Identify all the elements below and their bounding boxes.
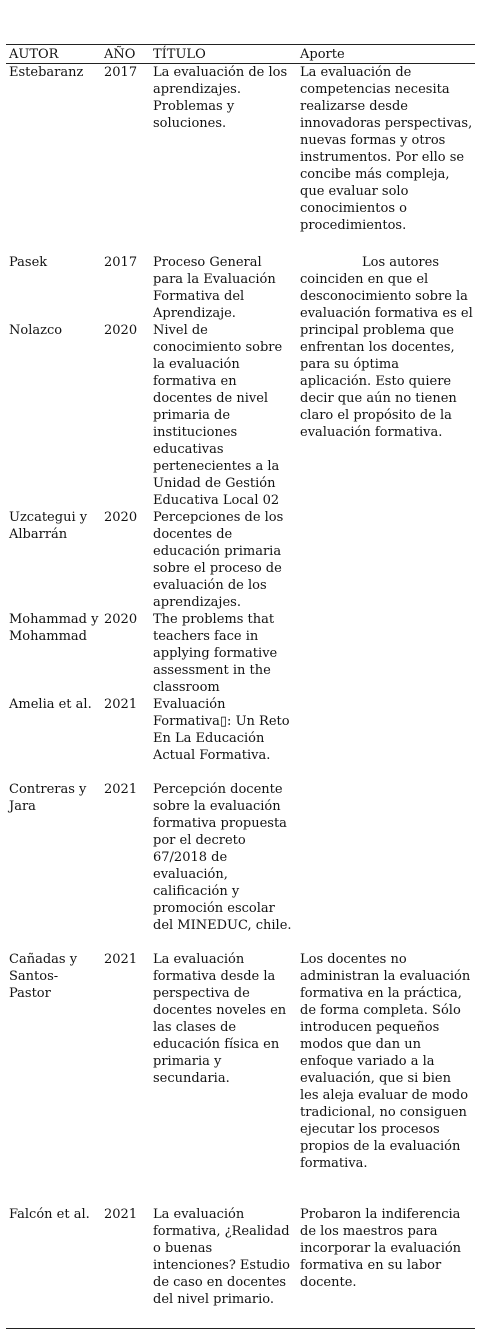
- header-aporte: Aporte: [297, 45, 475, 64]
- cell-author: Uzcategui y Albarrán: [9, 509, 88, 542]
- cell-aporte: [297, 509, 475, 611]
- cell-aporte: [297, 611, 475, 696]
- cell-title: The problems that teachers face in applying formative assessment in the classroom: [153, 611, 278, 695]
- header-row: [6, 45, 475, 64]
- cell-title: Evaluación Formativa▯: Un Reto En La Educación Actual Formativa.: [153, 696, 290, 763]
- cell-author: Amelia et al.: [9, 696, 92, 712]
- cell-aporte: Probaron la indiferencia de los maestros para incorporar la evaluación formativa en su labor docente.: [297, 1206, 475, 1329]
- cell-aporte: [297, 781, 475, 951]
- cell-author: Nolazco: [9, 322, 63, 338]
- table-row: [6, 781, 475, 951]
- cell-aporte: La evaluación de competencias necesita realizarse desde innovadoras perspectivas, nuevas formas y otros instrumentos. Por ello se concibe más compleja, que evaluar solo conocimientos o procedimientos.: [300, 65, 473, 233]
- cell-title: La evaluación formativa, ¿Realidad o buenas intenciones? Estudio de caso en docentes del nivel primario.: [150, 1206, 297, 1329]
- cell-aporte: [297, 254, 475, 509]
- cell-title: Nivel de conocimiento sobre la evaluación formativa en docentes de nivel primaria de instituciones educativas pertenecientes a la Unidad de Gestión Educativa Local 02: [153, 322, 283, 508]
- cell-title: Percepciones de los docentes de educación primaria sobre el proceso de evaluación de los aprendizajes.: [153, 509, 284, 610]
- cell-author: Estebaranz: [9, 65, 84, 80]
- cell-year: 2021: [104, 696, 138, 712]
- aporte-text: Los autores coinciden en que el desconocimiento sobre la evaluación formativa es el principal problema que enfrentan los docentes, para su óptima aplicación. Esto quiere decir que aún no tienen claro el propósito de la evaluación formativa.: [300, 254, 473, 440]
- table-row: [6, 1206, 475, 1329]
- cell-title: Percepción docente sobre la evaluación formativa propuesta por el decreto 67/2018 de evaluación, calificación y promoción escolar del MINEDUC, chile.: [153, 781, 292, 933]
- cell-title: La evaluación de los aprendizajes. Problemas y soluciones.: [153, 65, 288, 131]
- table-header: [6, 45, 475, 64]
- cell-year: 2021: [104, 781, 138, 797]
- cell-year: 2017: [104, 254, 138, 270]
- table-body: [6, 64, 475, 1329]
- cell-title: Proceso General para la Evaluación Formativa del Aprendizaje.: [153, 254, 276, 321]
- cell-author: Mohammad y Mohammad: [9, 611, 99, 644]
- literature-review-table: [6, 44, 475, 1329]
- cell-year: 2020: [104, 611, 138, 627]
- cell-author: Contreras y Jara: [9, 781, 87, 814]
- cell-aporte: [297, 696, 475, 781]
- cell-aporte: Los docentes no administran la evaluación formativa en la práctica, de forma completa. Sólo introducen pequeños modos que dan un enfoque variado a la evaluación, que si bien les aleja evaluar de modo tradicional, no consiguen ejecutar los procesos propios de la evaluación formativa.: [300, 951, 471, 1171]
- table-row: [6, 696, 475, 781]
- table-row: [6, 509, 475, 611]
- cell-year: 2021: [101, 1206, 150, 1329]
- header-year: AÑO: [101, 45, 150, 64]
- cell-year: 2020: [104, 509, 138, 525]
- header-title: TÍTULO: [150, 45, 297, 64]
- cell-title: La evaluación formativa desde la perspectiva de docentes noveles en las clases de educación física en primaria y secundaria.: [153, 951, 287, 1086]
- table-row: [6, 611, 475, 696]
- header-author: AUTOR: [6, 45, 101, 64]
- cell-year: 2021: [104, 951, 138, 967]
- cell-author: Cañadas y Santos-Pastor: [9, 951, 78, 1001]
- table-row: [6, 64, 475, 254]
- cell-author: Falcón et al.: [6, 1206, 101, 1329]
- table-row: [6, 254, 475, 322]
- table-row: [6, 951, 475, 1206]
- cell-year: 2017: [104, 65, 138, 80]
- cell-year: 2020: [104, 322, 138, 338]
- cell-author: Pasek: [9, 254, 48, 270]
